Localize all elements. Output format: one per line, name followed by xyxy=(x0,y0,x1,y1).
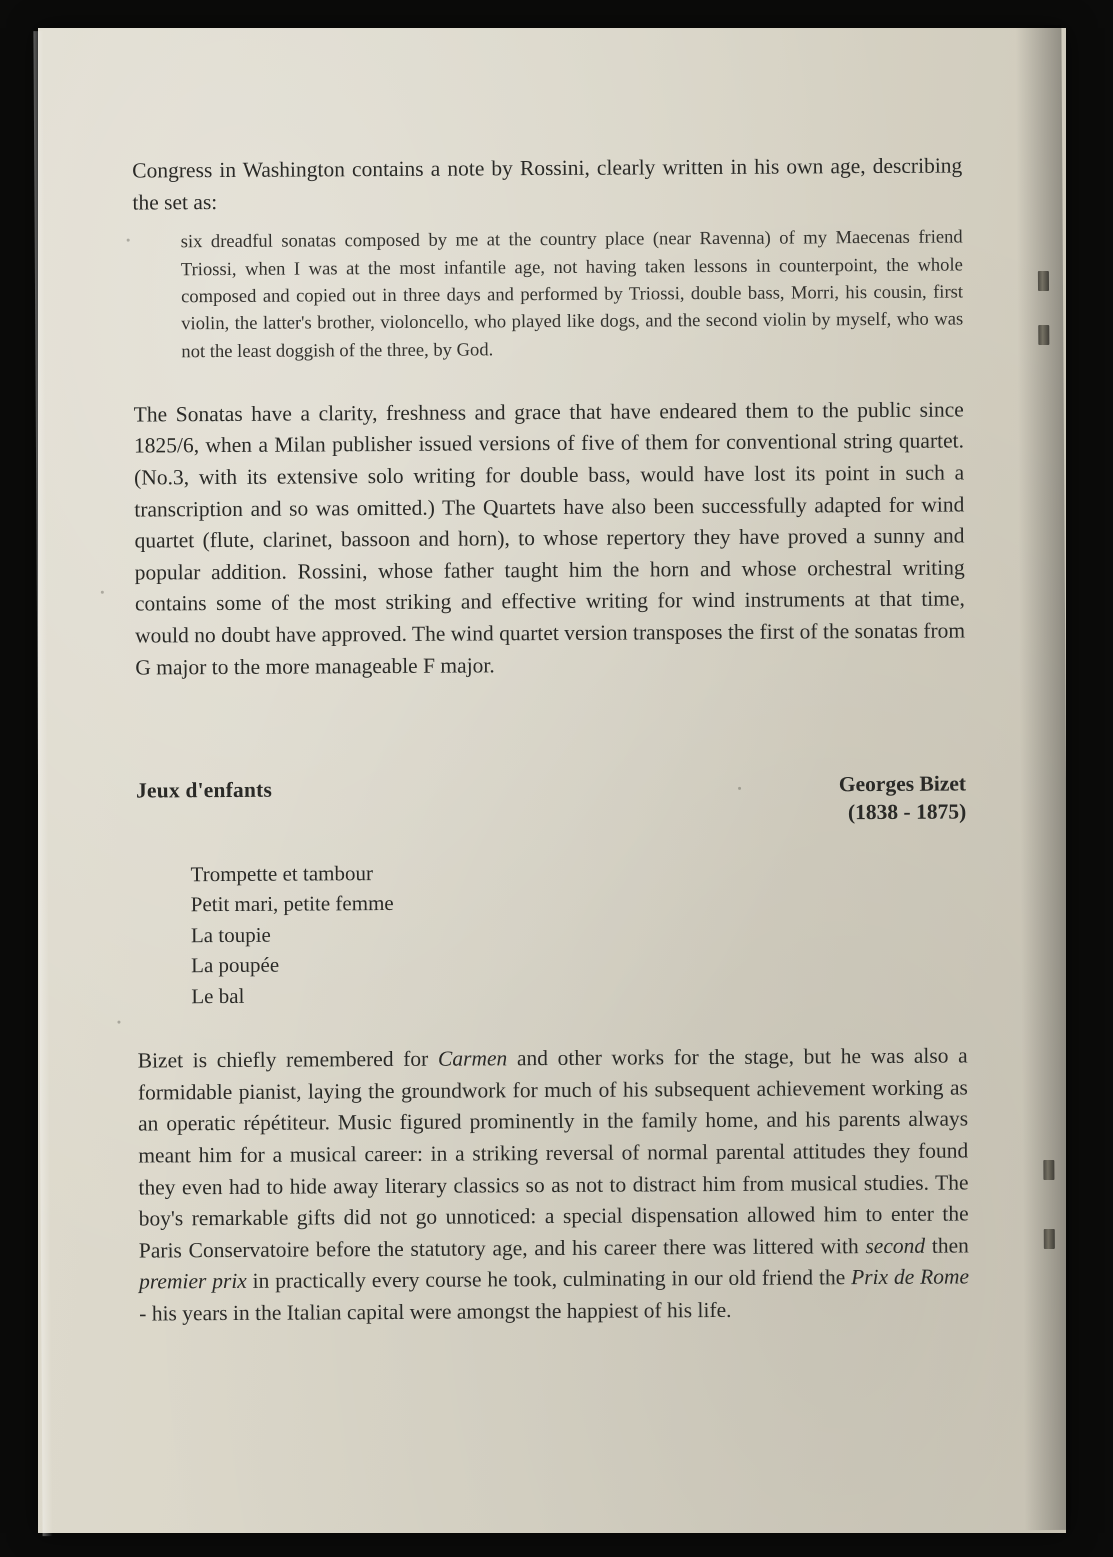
note-italic-second: second xyxy=(865,1233,926,1258)
scan-speck xyxy=(738,787,741,790)
note-segment: - his years in the Italian capital were amongst the happiest of his life. xyxy=(139,1297,732,1326)
paragraph-continuation: Congress in Washington contains a note by Rossini, clearly written in his own age, describing the set as: xyxy=(132,153,963,215)
note-segment: then xyxy=(925,1233,969,1258)
composer-block xyxy=(839,771,966,828)
movement-list xyxy=(190,855,967,1012)
note-italic-prix-de-rome: Prix de Rome xyxy=(851,1264,970,1290)
note-italic-premier-prix: premier prix xyxy=(138,1269,247,1294)
composer-name: Georges Bizet xyxy=(838,771,967,797)
scan-speck xyxy=(127,239,130,242)
note-segment: Bizet is chiefly remembered for xyxy=(137,1046,439,1073)
movement-item: Le bal xyxy=(191,983,245,1009)
binding-staple-icon xyxy=(1043,1160,1054,1180)
paragraph-bizet-note xyxy=(138,1041,970,1330)
work-title: Jeux d'enfants xyxy=(135,777,273,803)
binding-staple-icon xyxy=(1038,271,1049,291)
note-italic-carmen: Carmen xyxy=(437,1046,508,1071)
movement-item: Petit mari, petite femme xyxy=(190,891,394,917)
movement-item: Trompette et tambour xyxy=(190,861,374,887)
paragraph-sonatas: The Sonatas have a clarity, freshness and grace that have endeared them to the public since 1825/6, when a Milan publisher issued versions of five of them for conventional string quartet. (No.3, with its extensive solo writing for double bass, would have lost its point in such a transcription and so was omitted.) The Quartets have also been successfully adapted for wind quartet (flute, clarinet, bassoon and horn), to whose repertory they have proved a sunny and popular addition. Rossini, whose father taught him the horn and whose orchestral writing contains some of the most striking and effective writing for wind instruments at that time, would no doubt have approved. The wind quartet version transposes the first of the sonatas from G major to the more manageable F major. xyxy=(133,397,966,680)
composer-dates: (1838 - 1875) xyxy=(847,799,967,825)
document-page xyxy=(38,28,1066,1533)
movement-item: La toupie xyxy=(190,922,271,948)
scan-speck xyxy=(101,591,104,594)
binding-staple-icon xyxy=(1044,1229,1055,1249)
work-heading xyxy=(136,771,966,832)
scan-speck xyxy=(117,1021,120,1024)
page-text-column xyxy=(132,150,969,1330)
blockquote-rossini-note: six dreadful sonatas composed by me at the country place (near Ravenna) of my Maecenas friend Triossi, when I was at the most infantile age, not having taken lessons in counterpoint, the whole composed and copied out in three days and performed by Triossi, double bass, Morri, his cousin, first violin, the latter's brother, violoncello, who played like dogs, and the second violin by myself, who was not the least doggish of the three, by God. xyxy=(180,226,964,362)
page-gutter-shadow xyxy=(1015,25,1070,1530)
page-left-edge-highlight xyxy=(33,31,52,1536)
movement-item: La poupée xyxy=(191,953,280,978)
note-segment: and other works for the stage, but he was also a formidable pianist, laying the groundwork for much of his subsequent achievement working as an operatic répétiteur. Music figured prominently in the family home, and his parents always meant him for a musical career: in a striking reversal of normal parental attitudes they found they even had to hide away literary classics so as not to distract him from musical studies. The boy's remarkable gifts did not go unnoticed: a special dispensation allowed him to enter the Paris Conservatoire before the statutory age, and his career there was littered with xyxy=(137,1043,969,1263)
binding-staple-icon xyxy=(1038,325,1049,345)
note-segment: in practically every course he took, culminating in our old friend the xyxy=(246,1265,852,1294)
